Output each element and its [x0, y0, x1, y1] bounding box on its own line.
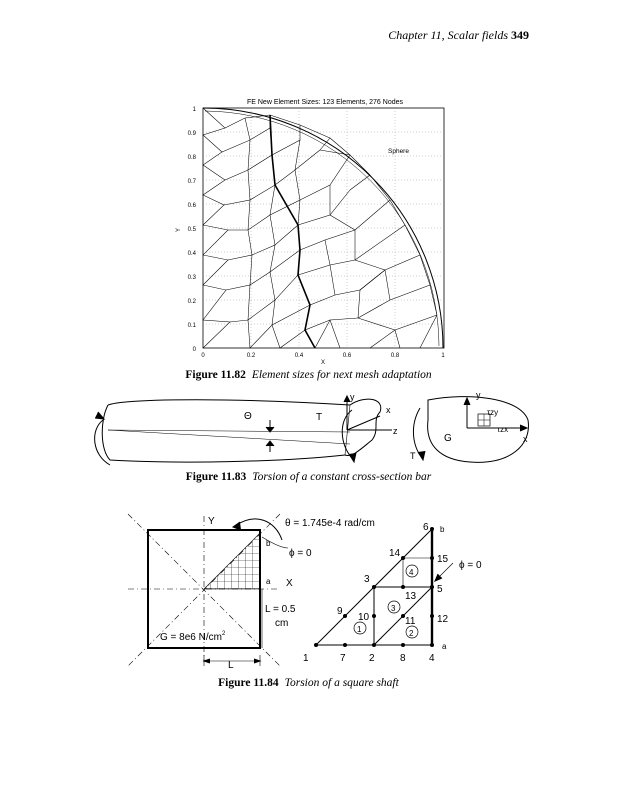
length-value: L = 0.5 [265, 604, 296, 615]
svg-text:0.2: 0.2 [246, 353, 256, 359]
x-axis-label: X [320, 360, 326, 366]
chapter-title: Chapter 11, Scalar fields [388, 28, 508, 42]
svg-text:0.4: 0.4 [294, 353, 304, 359]
svg-text:0: 0 [201, 353, 205, 359]
svg-text:a: a [266, 577, 271, 586]
svg-text:y: y [350, 392, 355, 402]
svg-text:T: T [410, 451, 416, 461]
sphere-label: Sphere [388, 148, 409, 155]
caption-11-83: Figure 11.83 Torsion of a constant cross-section bar [185, 471, 432, 483]
svg-text:2: 2 [369, 653, 375, 664]
caption-11-82: Figure 11.82 Element sizes for next mesh adaptation [185, 369, 432, 381]
theta-value: θ = 1.745e-4 rad/cm [285, 518, 375, 529]
caption-11-84: Figure 11.84 Torsion of a square shaft [218, 677, 399, 689]
svg-text:y: y [476, 390, 481, 400]
svg-text:3: 3 [391, 604, 396, 613]
y-axis-label: Y [176, 227, 182, 233]
svg-text:4: 4 [429, 653, 435, 664]
svg-text:b: b [266, 539, 271, 548]
svg-text:cm: cm [275, 618, 289, 629]
svg-text:0: 0 [192, 347, 196, 353]
svg-text:2: 2 [409, 629, 414, 638]
page-number: 349 [511, 28, 529, 42]
svg-text:Y: Y [208, 516, 215, 527]
svg-text:0.2: 0.2 [187, 299, 196, 305]
svg-text:0.9: 0.9 [187, 131, 196, 137]
svg-text:6: 6 [423, 522, 429, 533]
svg-text:11: 11 [405, 616, 416, 627]
svg-text:12: 12 [437, 614, 449, 625]
svg-text:0.5: 0.5 [187, 227, 196, 233]
svg-text:X: X [286, 578, 293, 589]
svg-text:0.6: 0.6 [342, 353, 352, 359]
svg-text:0.6: 0.6 [187, 203, 196, 209]
svg-text:1: 1 [192, 107, 196, 113]
svg-text:0.3: 0.3 [187, 275, 196, 281]
y-tick-labels [188, 107, 197, 353]
svg-text:τzx: τzx [497, 425, 509, 434]
svg-text:8: 8 [400, 653, 406, 664]
svg-text:L: L [228, 660, 234, 671]
svg-text:0.4: 0.4 [187, 251, 196, 257]
svg-text:a: a [442, 642, 447, 651]
svg-text:4: 4 [409, 568, 414, 577]
svg-text:15: 15 [437, 554, 449, 565]
svg-text:x: x [386, 405, 391, 415]
phi-zero-right: ϕ = 0 [459, 560, 482, 571]
svg-text:b: b [440, 525, 445, 534]
svg-text:0.8: 0.8 [187, 155, 196, 161]
svg-text:14: 14 [389, 548, 401, 559]
svg-text:5: 5 [437, 584, 443, 595]
svg-text:3: 3 [364, 574, 370, 585]
svg-text:7: 7 [340, 653, 346, 664]
svg-text:τzy: τzy [487, 408, 499, 417]
theta-label: Θ [244, 411, 252, 422]
svg-text:1: 1 [357, 625, 362, 634]
x-tick-labels [201, 353, 445, 359]
cross-section-label: G [444, 433, 452, 444]
fig82-title: FE New Element Sizes: 123 Elements, 276 Nodes [246, 99, 404, 106]
svg-text:1: 1 [303, 653, 309, 664]
svg-text:13: 13 [405, 591, 417, 602]
svg-text:0.7: 0.7 [187, 179, 196, 185]
svg-text:0.8: 0.8 [390, 353, 400, 359]
torque-label-bar: T [316, 412, 323, 423]
svg-text:0.1: 0.1 [187, 323, 196, 329]
shear-modulus: G = 8e6 $N/cm^2$ [160, 631, 226, 643]
phi-zero-left: ϕ = 0 [289, 548, 312, 559]
svg-text:9: 9 [337, 606, 343, 617]
svg-text:1: 1 [441, 353, 445, 359]
svg-text:10: 10 [358, 612, 370, 623]
svg-text:z: z [393, 426, 398, 436]
svg-text:x: x [523, 434, 528, 444]
